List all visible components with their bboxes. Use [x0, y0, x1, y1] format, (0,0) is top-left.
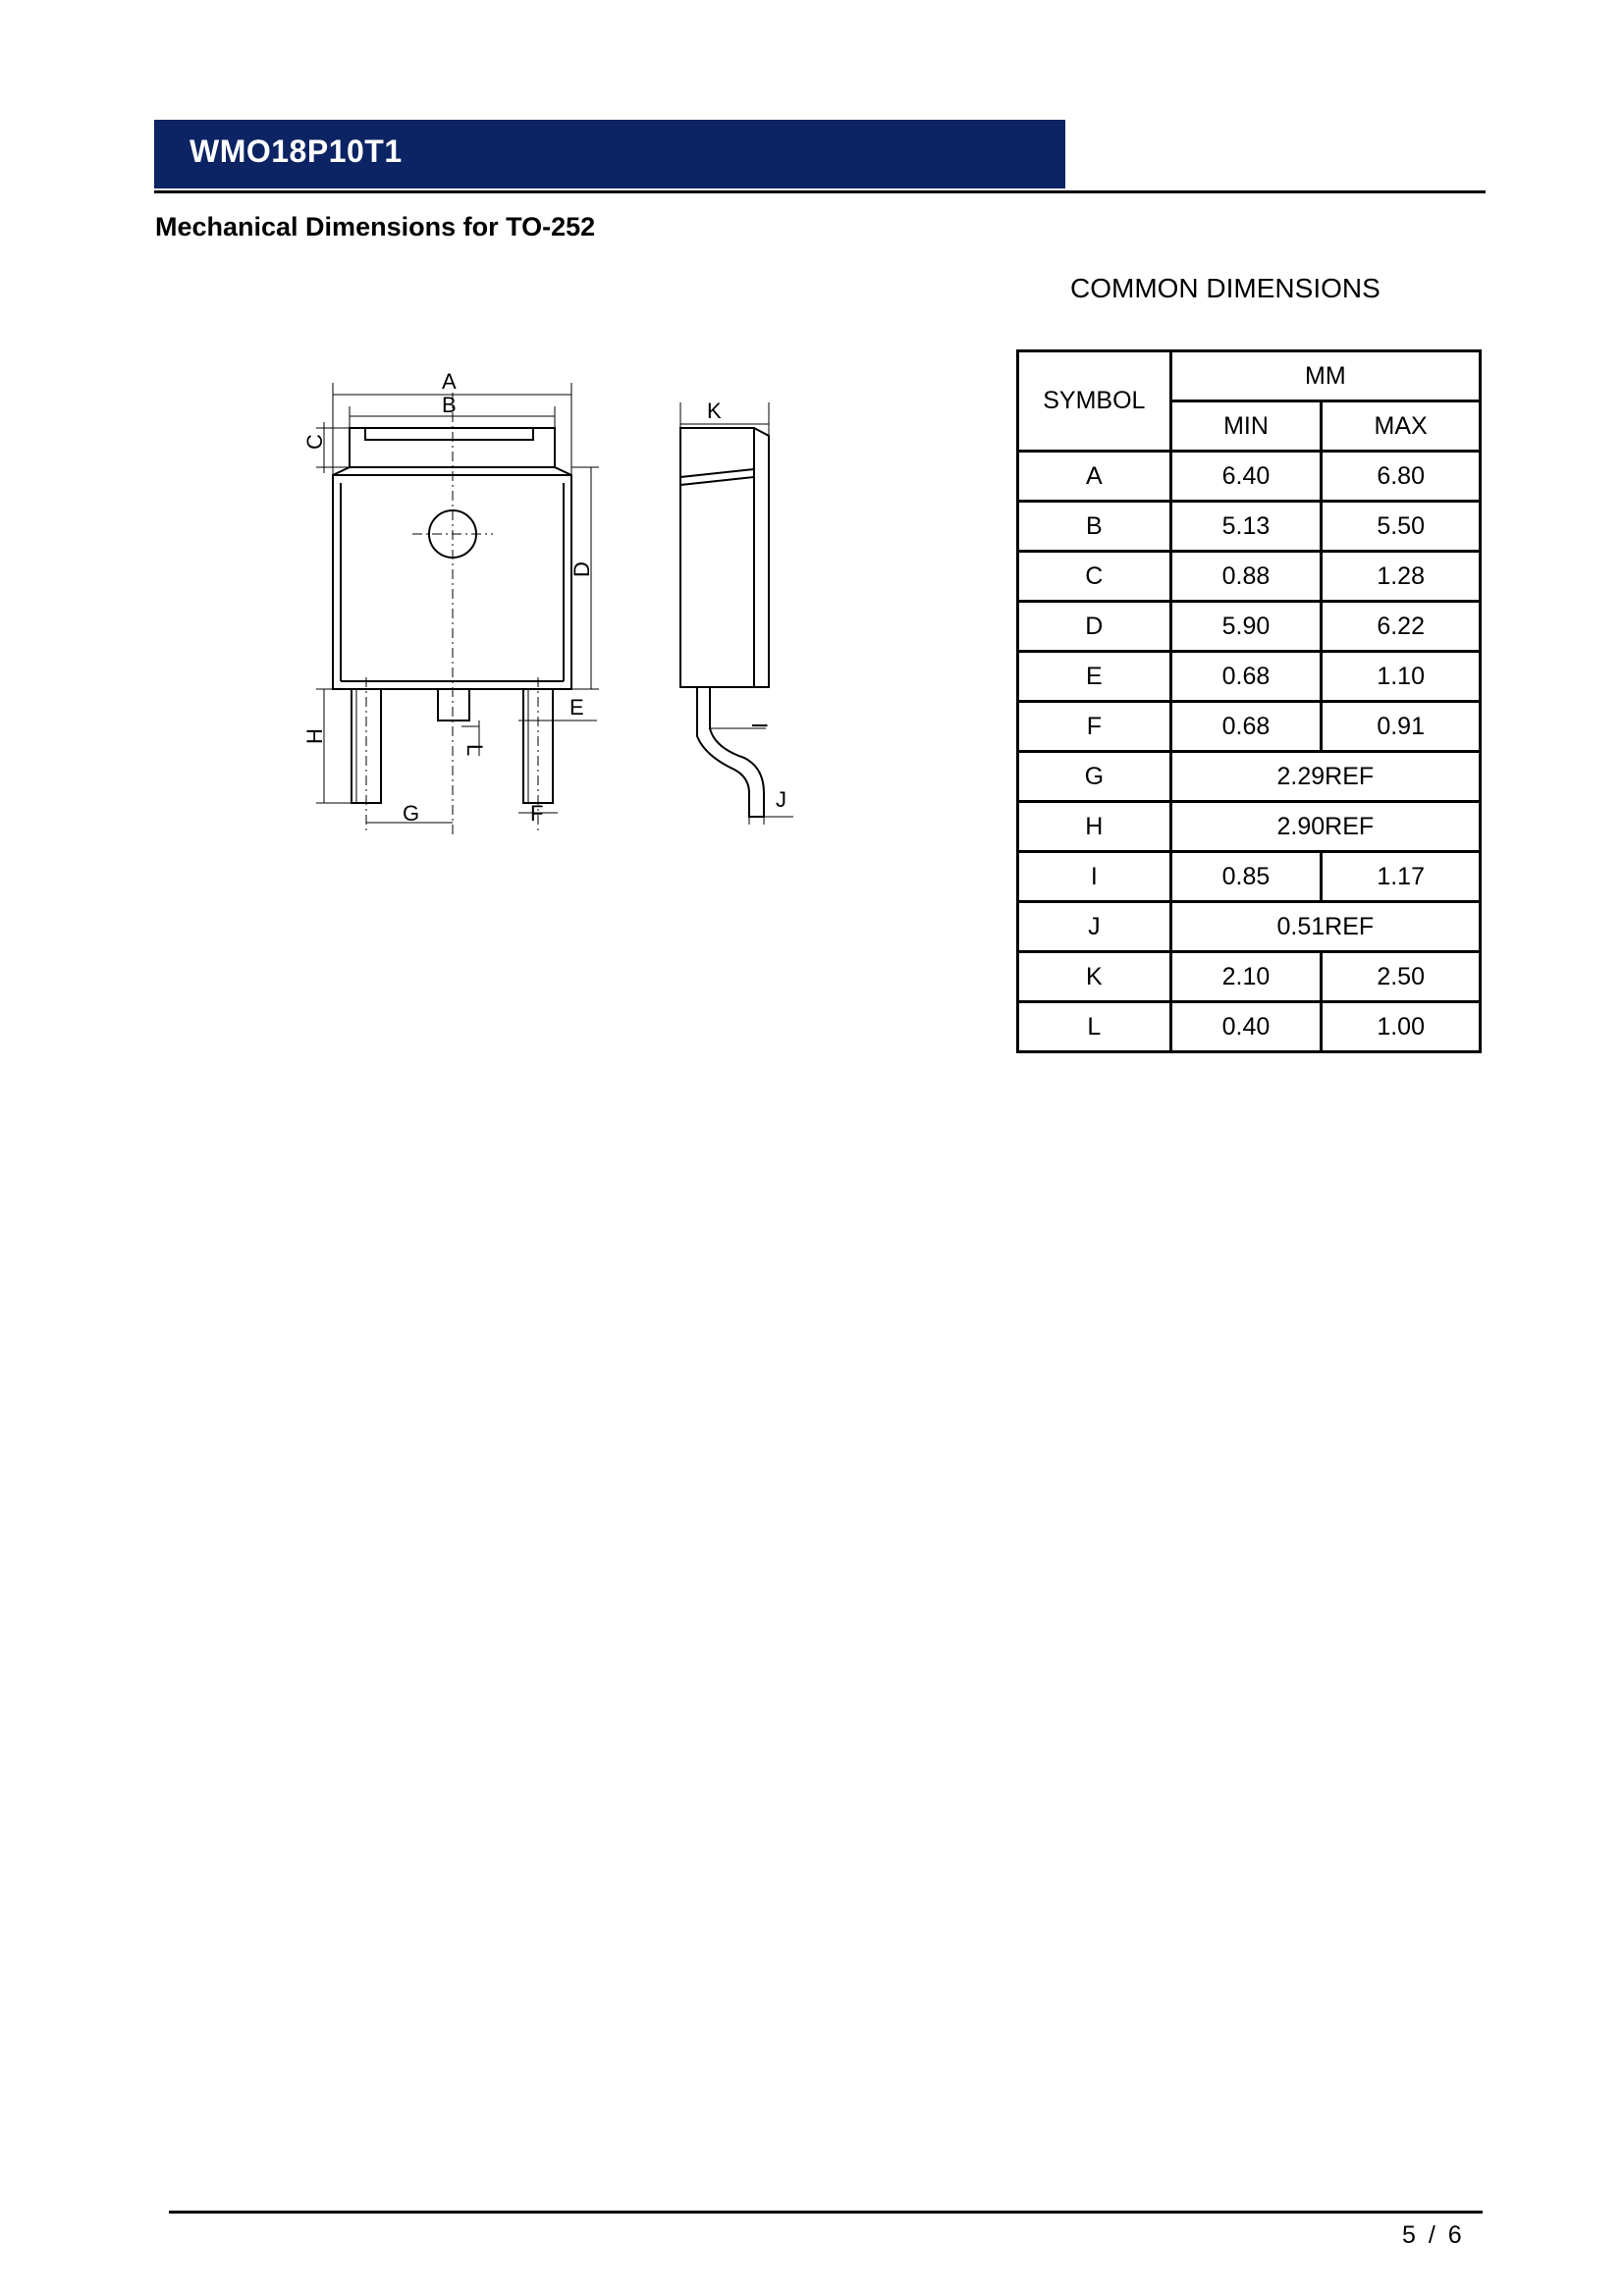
dim-label-A: A	[442, 369, 457, 394]
table-row	[1018, 552, 1481, 602]
table-caption: COMMON DIMENSIONS	[1070, 273, 1380, 303]
cell-max: 1.17	[1322, 852, 1481, 902]
table-row	[1018, 852, 1481, 902]
cell-symbol: K	[1018, 952, 1171, 1002]
table-row	[1018, 602, 1481, 652]
dim-label-D: D	[569, 561, 594, 577]
dim-label-J: J	[776, 787, 786, 812]
table-row	[1018, 752, 1481, 802]
cell-max: 6.80	[1322, 452, 1481, 502]
table-row	[1018, 902, 1481, 952]
cell-symbol: L	[1018, 1002, 1171, 1052]
cell-min: 5.13	[1170, 502, 1322, 552]
header-mm: MM	[1170, 351, 1480, 401]
cell-ref: 2.90REF	[1170, 802, 1480, 852]
cell-max: 0.91	[1322, 702, 1481, 752]
table-row	[1018, 1002, 1481, 1052]
cell-max: 5.50	[1322, 502, 1481, 552]
table-row	[1018, 802, 1481, 852]
cell-min: 0.68	[1170, 702, 1322, 752]
side-body	[680, 428, 769, 687]
page-number: 5 / 6	[1402, 2221, 1462, 2249]
cell-symbol: G	[1018, 752, 1171, 802]
table-row	[1018, 702, 1481, 752]
cell-symbol: D	[1018, 602, 1171, 652]
header-min: MIN	[1170, 401, 1322, 452]
section-title: Mechanical Dimensions for TO-252	[155, 212, 596, 241]
dim-label-C: C	[302, 434, 327, 450]
cell-min: 6.40	[1170, 452, 1322, 502]
cell-max: 2.50	[1322, 952, 1481, 1002]
dim-label-E: E	[569, 695, 584, 720]
table-row	[1018, 452, 1481, 502]
cell-symbol: A	[1018, 452, 1171, 502]
footer-rule	[169, 2211, 1483, 2214]
cell-symbol: H	[1018, 802, 1171, 852]
dim-label-H: H	[302, 728, 327, 744]
cell-symbol: E	[1018, 652, 1171, 702]
side-lead	[697, 687, 764, 817]
table-row	[1018, 652, 1481, 702]
document-title: WMO18P10T1	[189, 133, 403, 169]
table-row	[1018, 952, 1481, 1002]
cell-max: 1.28	[1322, 552, 1481, 602]
lead-center	[438, 689, 469, 721]
cell-min: 0.40	[1170, 1002, 1322, 1052]
cell-max: 1.10	[1322, 652, 1481, 702]
cell-max: 6.22	[1322, 602, 1481, 652]
dim-label-I: I	[747, 722, 772, 729]
cell-min: 5.90	[1170, 602, 1322, 652]
cell-min: 2.10	[1170, 952, 1322, 1002]
cell-symbol: I	[1018, 852, 1171, 902]
cell-symbol: B	[1018, 502, 1171, 552]
cell-symbol: J	[1018, 902, 1171, 952]
dimensions-table	[1016, 349, 1482, 1053]
tab-notch	[365, 428, 533, 440]
table-header-row	[1018, 351, 1481, 401]
dim-label-L: L	[462, 744, 487, 757]
cell-symbol: F	[1018, 702, 1171, 752]
cell-symbol: C	[1018, 552, 1171, 602]
table-row	[1018, 502, 1481, 552]
cell-min: 0.85	[1170, 852, 1322, 902]
cell-ref: 0.51REF	[1170, 902, 1480, 952]
cell-ref: 2.29REF	[1170, 752, 1480, 802]
dim-label-K: K	[707, 399, 722, 423]
cell-min: 0.88	[1170, 552, 1322, 602]
header-symbol: SYMBOL	[1018, 351, 1171, 452]
dim-label-F: F	[530, 801, 544, 826]
dim-label-B: B	[442, 393, 457, 417]
cell-min: 0.68	[1170, 652, 1322, 702]
dim-label-G: G	[403, 801, 420, 826]
cell-max: 1.00	[1322, 1002, 1481, 1052]
header-max: MAX	[1322, 401, 1481, 452]
